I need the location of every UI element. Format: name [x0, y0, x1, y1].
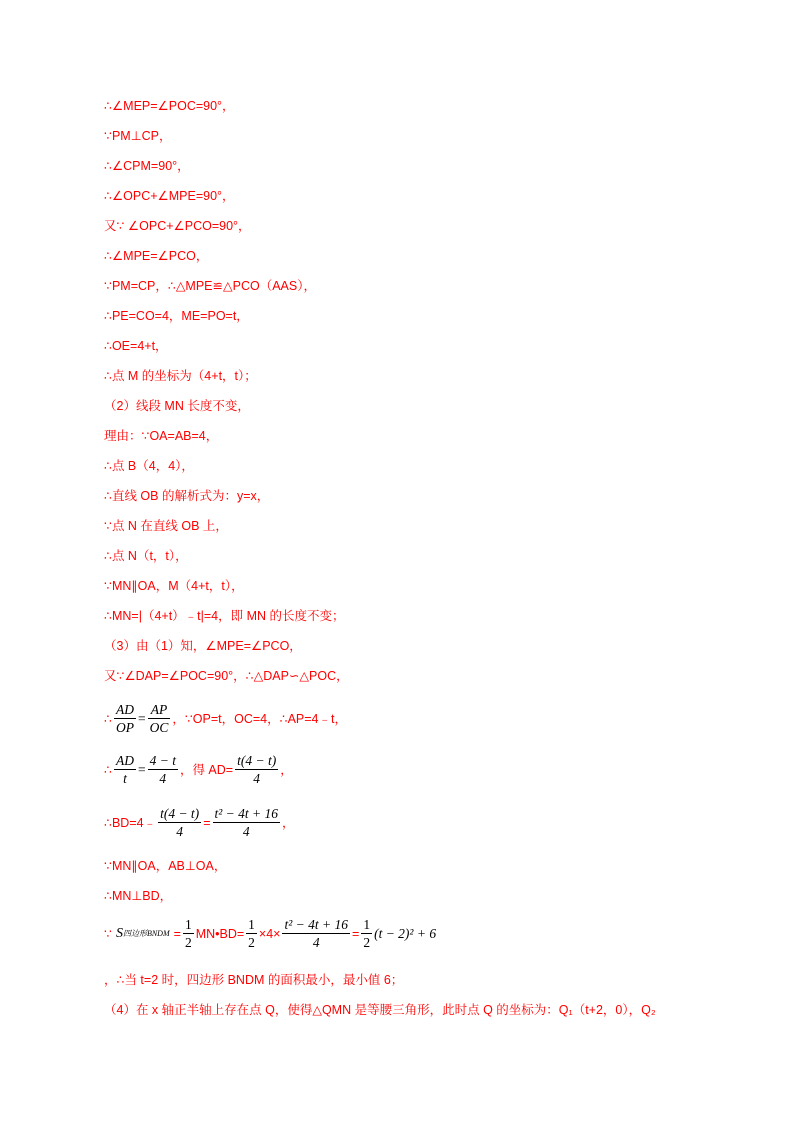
text-line: ∵MN∥OA，AB⊥OA， — [104, 859, 227, 873]
numerator: AD — [115, 753, 134, 768]
text-line: ∵点 N 在直线 OB 上， — [104, 519, 228, 533]
numerator: t² − 4t + 16 — [284, 917, 349, 932]
text-line: ∴直线 OB 的解析式为：y=x， — [104, 489, 270, 503]
text-line: ∴OE=4+t， — [104, 339, 168, 353]
fraction — [148, 752, 178, 787]
eq-mid: MN•BD= — [195, 926, 245, 941]
eq-suffix: ， — [280, 762, 293, 777]
text-line: ，∴当 t=2 时，四边形 BNDM 的面积最小，最小值 6； — [104, 973, 404, 987]
denominator: 2 — [248, 935, 255, 950]
fraction — [282, 916, 350, 951]
text-line: ∴∠OPC+∠MPE=90°， — [104, 189, 235, 203]
numerator: t(4 − t) — [160, 806, 200, 821]
equals-sign: = — [173, 926, 181, 941]
denominator: 2 — [184, 935, 192, 950]
eq-prefix: ∴BD=4﹣ — [104, 815, 157, 830]
equation-line — [104, 805, 295, 840]
numerator: 1 — [184, 917, 192, 932]
denominator: t — [123, 771, 127, 786]
denominator: 2 — [363, 935, 371, 950]
fraction — [158, 805, 201, 840]
fraction — [183, 916, 194, 951]
fraction — [114, 701, 136, 736]
numerator: t² − 4t + 16 — [214, 806, 279, 821]
text-line: ∴PE=CO=4，ME=PO=t， — [104, 309, 249, 323]
text-line: ∴MN⊥BD， — [104, 889, 173, 903]
eq-prefix: ∴ — [104, 711, 112, 726]
text-line: ∵MN∥OA，M（4+t，t）， — [104, 579, 244, 593]
denominator: 4 — [253, 771, 261, 786]
denominator: 4 — [242, 824, 250, 839]
text-line: ∴MN=|（4+t）﹣t|=4，即 MN 的长度不变； — [104, 609, 345, 623]
numerator: AD — [115, 702, 134, 717]
eq-mid: ×4× — [258, 926, 281, 941]
numerator: 1 — [363, 917, 371, 932]
text-line: ∴点 M 的坐标为（4+t，t）； — [104, 369, 257, 383]
denominator: 4 — [176, 824, 183, 839]
text-line: （3）由（1）知，∠MPE=∠PCO， — [104, 639, 302, 653]
denominator: 4 — [159, 771, 167, 786]
equals-sign: = — [203, 815, 211, 830]
equals-sign: = — [137, 761, 146, 777]
fraction — [114, 752, 136, 787]
text-line: ∴点 B（4，4）， — [104, 459, 194, 473]
equation-line — [104, 701, 347, 736]
numerator: 1 — [248, 917, 255, 932]
equals-sign: = — [137, 710, 146, 726]
numerator: t(4 − t) — [237, 753, 277, 768]
fraction — [235, 752, 278, 787]
denominator: 4 — [312, 935, 320, 950]
text-line: ∵PM⊥CP， — [104, 129, 172, 143]
equals-sign: = — [352, 926, 360, 941]
eq-mid: ，得 AD= — [179, 762, 234, 777]
text-line: ∴∠MEP=∠POC=90°， — [104, 99, 235, 113]
equation-line — [104, 752, 293, 787]
text-line: ∵PM=CP，∴△MPE≌△PCO（AAS）， — [104, 279, 316, 293]
text-line: （2）线段 MN 长度不变， — [104, 399, 250, 413]
equation-line — [104, 916, 436, 951]
denominator: OC — [149, 720, 169, 735]
eq-prefix: ∴ — [104, 762, 112, 777]
eq-tail: (t − 2)² + 6 — [374, 925, 437, 941]
fraction — [246, 916, 257, 951]
numerator: 4 − t — [149, 753, 176, 768]
text-line: ∴∠CPM=90°， — [104, 159, 190, 173]
fraction — [148, 701, 171, 736]
eq-suffix: ，∵OP=t，OC=4，∴AP=4﹣t， — [172, 711, 347, 726]
text-line: 又∵∠DAP=∠POC=90°，∴△DAP∽△POC， — [104, 669, 349, 683]
fraction — [361, 916, 372, 951]
text-line: ∴∠MPE=∠PCO， — [104, 249, 209, 263]
numerator: AP — [148, 701, 171, 719]
text-line: 又∵ ∠OPC+∠PCO=90°， — [104, 219, 251, 233]
eq-prefix: ∵ — [104, 926, 112, 941]
eq-suffix: ， — [282, 815, 295, 830]
fraction — [213, 805, 281, 840]
text-line: （4）在 x 轴正半轴上存在点 Q，使得△QMN 是等腰三角形，此时点 Q 的坐标为：Q₁（t+2，0），Q₂ — [104, 1003, 656, 1017]
area-symbol: S — [115, 925, 123, 941]
text-line: ∴点 N（t，t）， — [104, 549, 188, 563]
area-subscript: 四边形BNDM — [122, 928, 170, 938]
text-line: 理由：∵OA=AB=4， — [104, 429, 219, 443]
denominator: OP — [115, 720, 134, 735]
